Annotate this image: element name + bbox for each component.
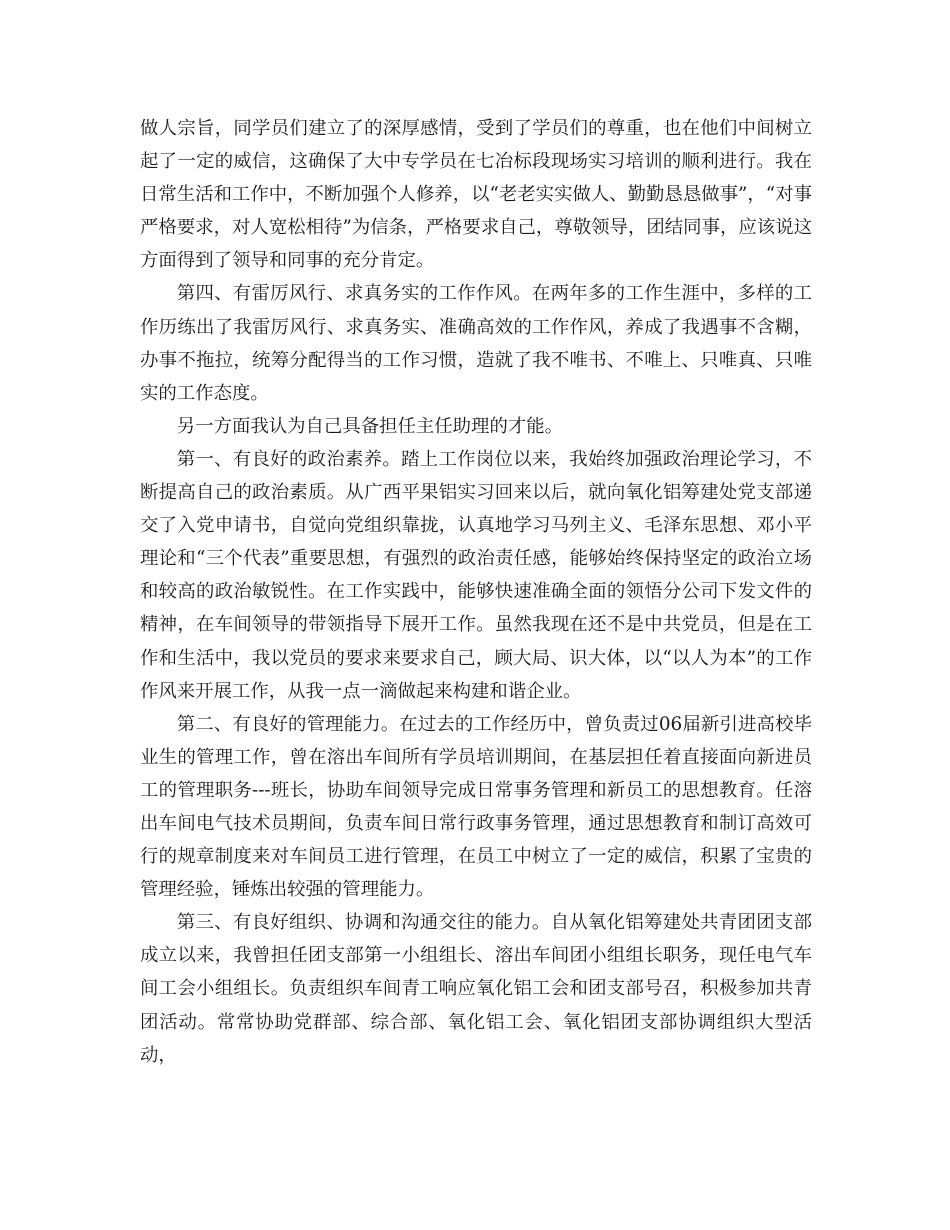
paragraph-third-organization: 第三、有良好组织、协调和沟通交往的能力。自从氧化铝筹建处共青团团支部成立以来，我曾担任团支部第一小组组长、溶出车间团小组组长职务，现任电气车间工会小组组长。负责组织车间青工响应氧化铝工会和团支部号召，积极参加共青团活动。常常协助党群部、综合部、氧化铝工会、氧化铝团支部协调组织大型活动，	[140, 912, 812, 1066]
document-body	[140, 112, 812, 1072]
paragraph-continued: 做人宗旨，同学员们建立了的深厚感情，受到了学员们的尊重，也在他们中间树立起了一定的威信，这确保了大中专学员在七冶标段现场实习培训的顺利进行。我在日常生活和工作中，不断加强个人修养，以“老老实实做人、勤勤恳恳做事”，“对事严格要求，对人宽松相待”为信条，严格要求自己，尊敬领导，团结同事，应该说这方面得到了领导和同事的充分肯定。	[140, 118, 812, 272]
paragraph-first-political: 第一、有良好的政治素养。踏上工作岗位以来，我始终加强政治理论学习，不断提高自己的政治素质。从广西平果铝实习回来以后，就向氧化铝筹建处党支部递交了入党申请书，自觉向党组织靠拢，认真地学习马列主义、毛泽东思想、邓小平理论和“三个代表”重要思想，有强烈的政治责任感，能够始终保持坚定的政治立场和较高的政治敏锐性。在工作实践中，能够快速准确全面的领悟分公司下发文件的精神，在车间领导的带领指导下展开工作。虽然我现在还不是中共党员，但是在工作和生活中，我以党员的要求来要求自己，顾大局、识大体，以“以人为本”的工作作风来开展工作，从我一点一滴做起来构建和谐企业。	[140, 448, 812, 702]
paragraph-ability-intro: 另一方面我认为自己具备担任主任助理的才能。	[176, 415, 564, 437]
paragraph-second-management: 第二、有良好的管理能力。在过去的工作经历中，曾负责过06届新引进高校毕业生的管理工作，曾在溶出车间所有学员培训期间，在基层担任着直接面向新进员工的管理职务---班长，协助车间领导完成日常事务管理和新员工的思想教育。任溶出车间电气技术员期间，负责车间日常行政事务管理，通过思想教育和制订高效可行的规章制度来对车间员工进行管理，在员工中树立了一定的威信，积累了宝贵的管理经验，锤炼出较强的管理能力。	[140, 713, 812, 901]
paragraph-fourth-work-style: 第四、有雷厉风行、求真务实的工作作风。在两年多的工作生涯中，多样的工作历练出了我雷厉风行、求真务实、准确高效的工作作风，养成了我遇事不含糊，办事不拖拉，统筹分配得当的工作习惯，造就了我不唯书、不唯上、只唯真、只唯实的工作态度。	[140, 283, 812, 404]
